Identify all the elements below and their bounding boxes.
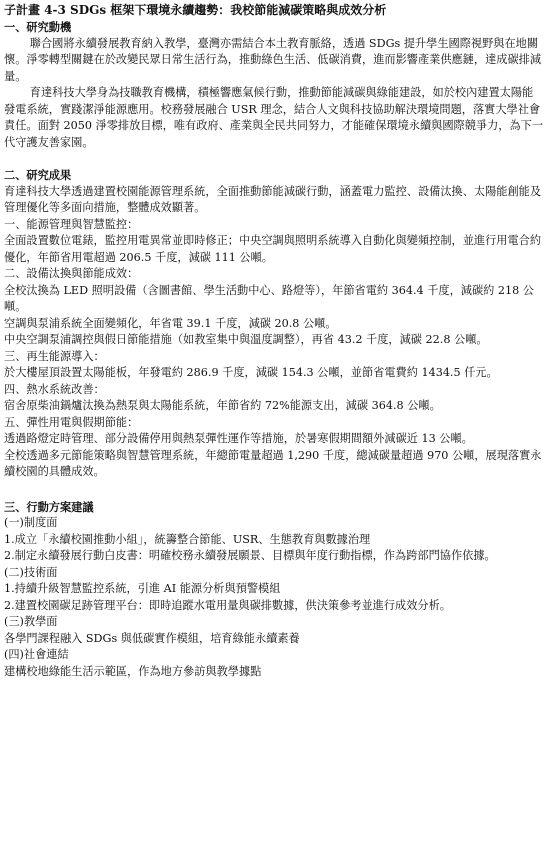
item-text: 全面設置數位電錶，監控用電異常並即時修正；中央空調與照明系統導入自動化與變頻控制，並進行用電合約優化，年節省用電超過 206.5 千度，減碳 111 公噸。 — [4, 234, 542, 264]
item-text: 全校汰換為 LED 照明設備（含圖書館、學生活動中心、路燈等），年節省電約 364.4 千度，減碳約 218 公噸。 — [4, 283, 534, 313]
paragraph: 聯合國將永續發展教育納入教學，臺灣亦需結合本土教育脈絡，透過 SDGs 提升學生國際視野與在地關懷。淨零轉型關鍵在於改變民眾日常生活行為，推動綠色生活、低碳消費，進而影響產業供應鏈，達成碳排減量。 — [4, 36, 542, 83]
item-text: 於大樓屋頂設置太陽能板，年發電約 286.9 千度，減碳 154.3 公噸，並節省電費約 1434.5 仟元。 — [4, 366, 498, 379]
section-heading-motivation: 一、研究動機 — [4, 20, 72, 34]
item-title: 二、設備汰換與節能成效： — [4, 267, 139, 280]
item-title: 五、彈性用電與假期節能： — [4, 415, 139, 429]
item-text: 空調與泵浦系統全面變頻化，年省電 39.1 千度，減碳 20.8 公噸。 — [4, 316, 337, 330]
section-heading-action-plan: 三、行動方案建議 — [4, 499, 94, 514]
document-title: 子計畫 4-3 SDGs 框架下環境永續趨勢：我校節能減碳策略與成效分析 — [4, 3, 387, 17]
subsection-title: (二)技術面 — [4, 565, 58, 579]
item-text: 透過路燈定時管理、部分設備停用與熱泵彈性運作等措施，於暑寒假期間額外減碳近 13 公噸。 — [4, 432, 473, 445]
spacer — [4, 481, 544, 499]
paragraph: 育達科技大學透過建置校園能源管理系統，全面推動節能減碳行動，涵蓋電力監控、設備汰換、太陽能創能及管理優化等多面向措施，整體成效顯著。 — [4, 184, 542, 214]
list-item: 2.制定永續發展行動白皮書：明確校務永續發展願景、目標與年度行動指標，作為跨部門協作依據。 — [4, 549, 496, 562]
item-title: 三、再生能源導入： — [4, 349, 105, 363]
list-item: 建構校地綠能生活示範區，作為地方參訪與教學據點 — [4, 664, 262, 678]
summary-paragraph: 全校透過多元節能策略與智慧管理系統，年總節電量超過 1,290 千度，總減碳量超過 970 公噸，展現落實永續校園的具體成效。 — [4, 448, 542, 478]
list-item: 2.建置校園碳足跡管理平台：即時追蹤水電用量與碳排數據，供決策參考並進行成效分析。 — [4, 598, 451, 612]
list-item: 1.成立「永續校園推動小組」，統籌整合節能、USR、生態教育與數據治理 — [4, 532, 371, 546]
subsection-title: (四)社會連結 — [4, 648, 69, 661]
subsection-title: (三)教學面 — [4, 615, 58, 628]
item-text: 宿舍原柴油鍋爐汰換為熱泵與太陽能系統，年節省約 72%能源支出，減碳 364.8 公噸。 — [4, 399, 441, 412]
item-text: 中央空調泵浦調控與假日節能措施（如教室集中與溫度調整），再省 43.2 千度，減碳 22.8 公噸。 — [4, 333, 488, 346]
list-item: 各學門課程融入 SDGs 與低碳實作模組，培育綠能永續素養 — [4, 631, 300, 645]
spacer — [4, 151, 544, 167]
item-title: 四、熱水系統改善： — [4, 382, 105, 396]
paragraph: 育達科技大學身為技職教育機構，積極響應氣候行動，推動節能減碳與綠能建設，如於校內建置太陽能發電系統，實踐潔淨能源應用。校務發展融合 USR 理念，結合人文與科技協助解決環境問題，落實大學社會責任。面對 2050 淨零排放目標，唯有政府、產業與全民共同努力，才能確保環境永續與國際競爭力，為下一代守護友善家園。 — [4, 86, 544, 149]
section-heading-results: 二、研究成果 — [4, 168, 72, 182]
subsection-title: (一)制度面 — [4, 516, 58, 529]
item-title: 一、能源管理與智慧監控： — [4, 217, 139, 231]
list-item: 1.持續升級智慧監控系統，引進 AI 能源分析與預警模組 — [4, 582, 281, 595]
